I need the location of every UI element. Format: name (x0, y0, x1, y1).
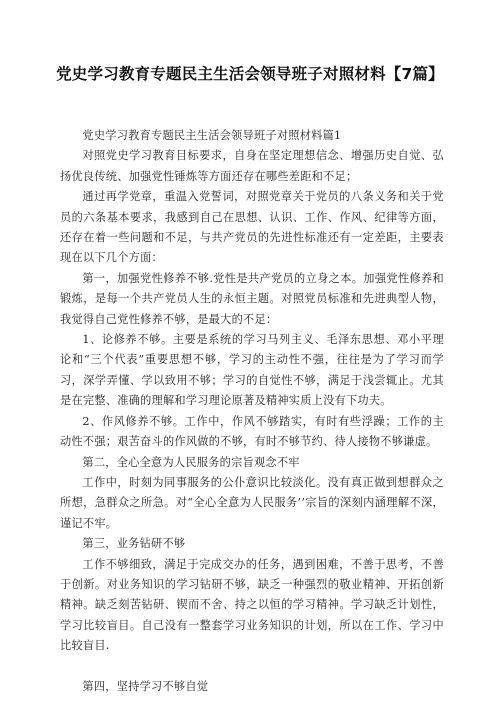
document-title: 党史学习教育专题民主生活会领导班子对照材料【7篇】 (56, 65, 444, 83)
subheading: 第四，坚持学习不够自觉 (82, 679, 209, 693)
body-paragraph: 通过再学党章，重温入党誓词，对照党章关于党员的八条义务和关于党员的六条基本要求，我感到自己在思想、认识、工作、作风、纪律等方面，还存在着一些问题和不足，与共产党员的先进性标准还有一定差距，主要表现在以下几个方面： (60, 190, 444, 265)
body-paragraph: 对照党史学习教育目标要求，自身在坚定理想信念、增强历史自觉、弘扬优良传统、加强党性锤炼等方面还存在哪些差距和不足； (60, 149, 444, 183)
body-paragraph: 2、作风修养不够。工作中，作风不够踏实，有时有些浮躁；工作的主动性不强；艰苦奋斗的作风做的不够，有时不够节约、待人接物不够谦虚。 (60, 414, 444, 449)
body-paragraph: 1、论修养不够。主要是系统的学习马列主义、毛泽东思想、邓小平理论和“三个代表”重要思想不够，学习的主动性不强，往往是为了学习而学习，深学弄懂、学以致用不够；学习的自觉性不够，满足于浅尝辄止。尤其是在完整、准确的理解和学习理论原著及精神实质上没有下功夫。 (60, 333, 444, 408)
subheading: 第二，全心全意为人民服务的宗旨观念不牢 (82, 455, 300, 469)
document-body (60, 126, 444, 697)
body-paragraph: 工作中，时刻为同事服务的公仆意识比较淡化。没有真正做到想群众之所想，急群众之所急。对“全心全意为人民服务’’宗旨的深刻内涵理解不深，谨记不牢。 (60, 475, 444, 530)
subheading: 第三，业务钻研不够 (82, 537, 186, 551)
body-paragraph: 工作不够细致，满足于完成交办的任务，遇到困难，不善于思考，不善于创新。对业务知识的学习钻研不够，缺乏一种强烈的敬业精神、开拓创新精神。缺乏刻苦钻研、锲而不舍、持之以恒的学习精神。学习缺乏计划性，学习比较盲目。自己没有一整套学习业务知识的计划，所以在工作、学习中比较盲目. (60, 557, 444, 653)
section-heading: 党史学习教育专题民主生活会领导班子对照材料篇1 (82, 129, 342, 142)
body-paragraph: 第一，加强党性修养不够.党性是共产党员的立身之本。加强党性修养和锻炼，是每一个共产党员人生的永恒主题。对照党员标准和先进典型人物，我觉得自己党性修养不够，是最大的不足： (60, 271, 444, 326)
